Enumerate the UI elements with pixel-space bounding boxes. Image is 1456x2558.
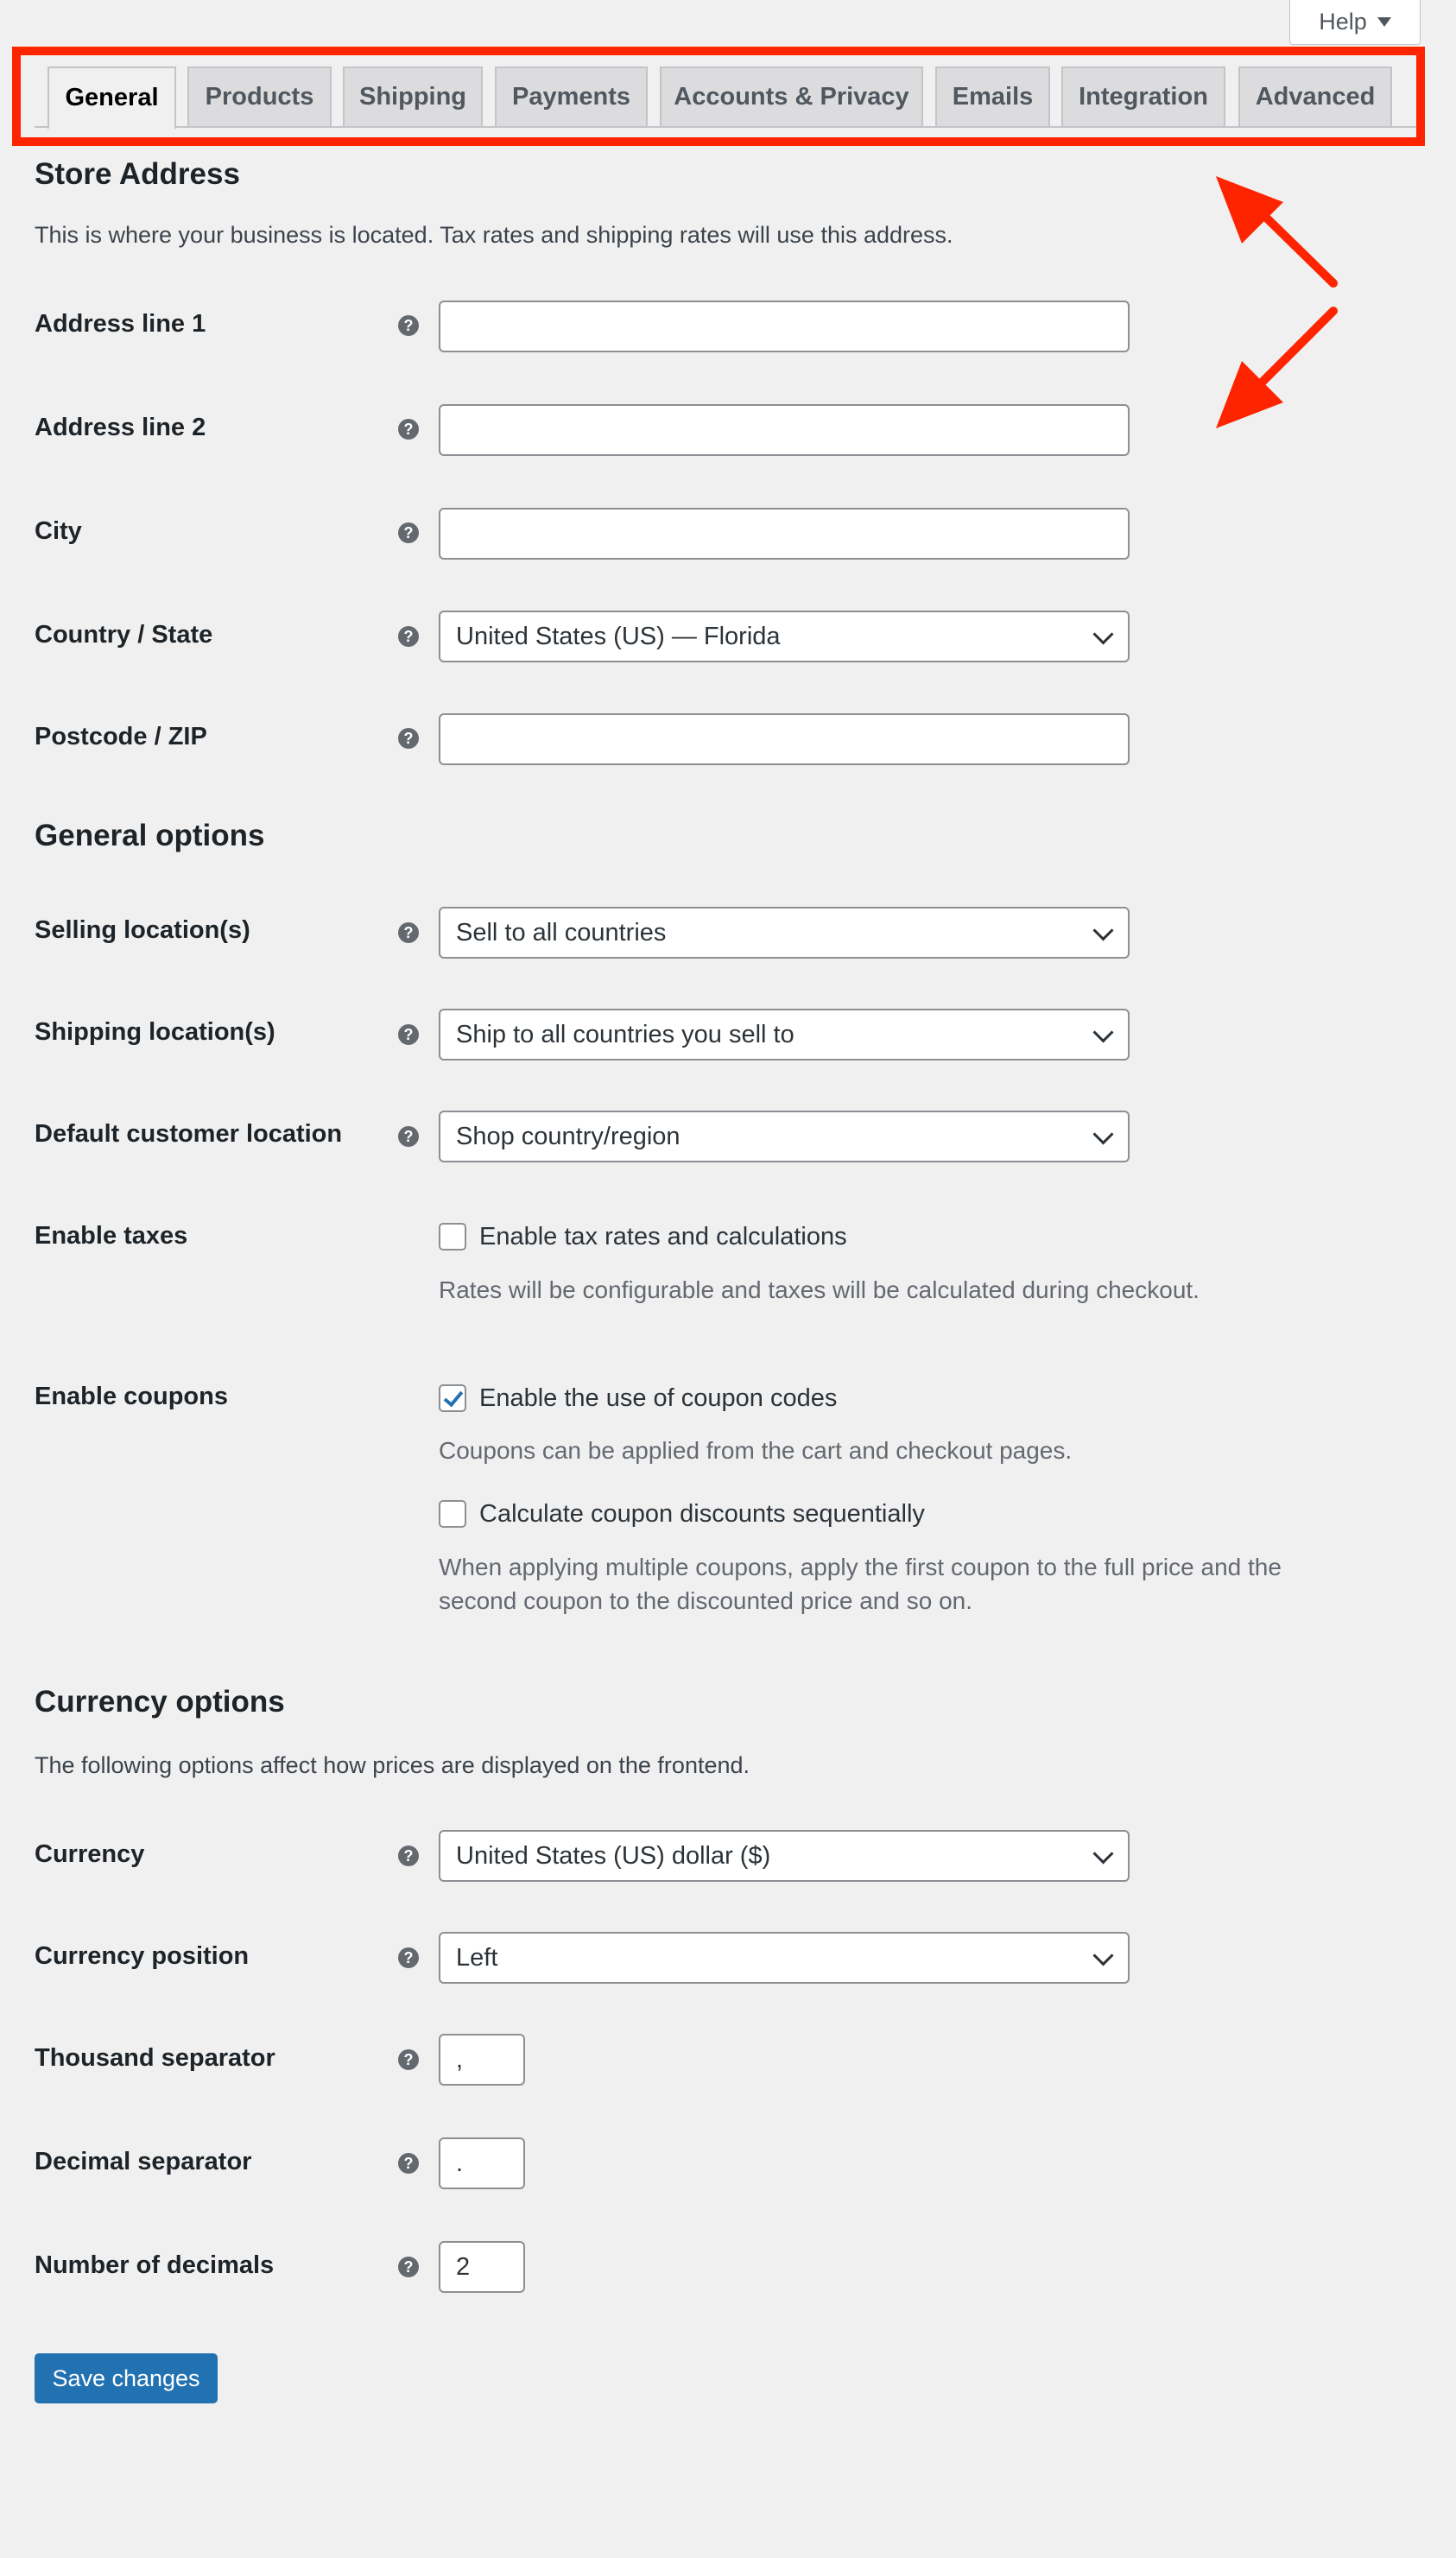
postcode-label: Postcode / ZIP bbox=[35, 723, 207, 750]
tab-advanced[interactable]: Advanced bbox=[1238, 66, 1392, 128]
help-tooltip-icon[interactable]: ? bbox=[398, 419, 419, 440]
sequential-coupons-checkbox[interactable] bbox=[439, 1500, 466, 1528]
decimal-separator-label: Decimal separator bbox=[35, 2148, 252, 2175]
selling-locations-value: Sell to all countries bbox=[456, 918, 667, 947]
help-tooltip-icon[interactable]: ? bbox=[398, 922, 419, 943]
currency-value: United States (US) dollar ($) bbox=[456, 1841, 771, 1870]
enable-taxes-note: Rates will be configurable and taxes will be calculated during checkout. bbox=[439, 1276, 1200, 1303]
help-tooltip-icon[interactable]: ? bbox=[398, 626, 419, 647]
enable-taxes-checkbox-label[interactable]: Enable tax rates and calculations bbox=[479, 1223, 847, 1251]
help-tooltip-icon[interactable]: ? bbox=[398, 1846, 419, 1866]
selling-locations-label: Selling location(s) bbox=[35, 916, 250, 944]
section-title-general-options: General options bbox=[35, 819, 265, 852]
country-state-select[interactable] bbox=[439, 611, 1130, 662]
sequential-coupons-note-line-2: second coupon to the discounted price and so on. bbox=[439, 1587, 972, 1614]
tab-integration[interactable]: Integration bbox=[1061, 66, 1225, 128]
sequential-coupons-checkbox-label[interactable]: Calculate coupon discounts sequentially bbox=[479, 1500, 925, 1528]
help-tooltip-icon[interactable]: ? bbox=[398, 2049, 419, 2070]
tab-emails[interactable]: Emails bbox=[935, 66, 1050, 128]
arrow-up-left-icon bbox=[1216, 176, 1283, 244]
enable-taxes-checkbox[interactable] bbox=[439, 1223, 466, 1251]
help-tooltip-icon[interactable]: ? bbox=[398, 2153, 419, 2174]
chevron-down-icon bbox=[1092, 1843, 1113, 1864]
postcode-input[interactable] bbox=[439, 713, 1130, 765]
help-tab-label: Help bbox=[1319, 9, 1367, 35]
currency-options-description: The following options affect how prices are displayed on the frontend. bbox=[35, 1752, 750, 1778]
section-title-store-address: Store Address bbox=[35, 157, 240, 191]
help-tooltip-icon[interactable]: ? bbox=[398, 2257, 419, 2277]
help-tooltip-icon[interactable]: ? bbox=[398, 522, 419, 543]
tab-shipping[interactable]: Shipping bbox=[343, 66, 483, 128]
chevron-down-icon bbox=[1092, 624, 1113, 644]
enable-coupons-label: Enable coupons bbox=[35, 1383, 228, 1410]
help-tooltip-icon[interactable]: ? bbox=[398, 315, 419, 336]
currency-position-value: Left bbox=[456, 1943, 498, 1972]
enable-coupons-checkbox-label[interactable]: Enable the use of coupon codes bbox=[479, 1384, 838, 1412]
address-line-1-input[interactable] bbox=[439, 301, 1130, 352]
help-tooltip-icon[interactable]: ? bbox=[398, 1024, 419, 1045]
decimal-separator-input[interactable]: . bbox=[439, 2137, 525, 2189]
thousand-separator-label: Thousand separator bbox=[35, 2044, 275, 2072]
currency-position-label: Currency position bbox=[35, 1942, 250, 1970]
number-of-decimals-label: Number of decimals bbox=[35, 2251, 275, 2279]
chevron-down-icon bbox=[1092, 1124, 1113, 1144]
chevron-down-icon bbox=[1092, 920, 1113, 940]
city-label: City bbox=[35, 517, 82, 545]
default-customer-location-value: Shop country/region bbox=[456, 1122, 681, 1150]
selling-locations-select[interactable] bbox=[439, 907, 1130, 959]
help-tooltip-icon[interactable]: ? bbox=[398, 1126, 419, 1147]
currency-position-select[interactable] bbox=[439, 1932, 1130, 1984]
help-tab[interactable] bbox=[1289, 0, 1421, 45]
thousand-separator-input[interactable]: , bbox=[439, 2034, 525, 2086]
enable-coupons-note: Coupons can be applied from the cart and checkout pages. bbox=[439, 1437, 1073, 1464]
shipping-locations-select[interactable] bbox=[439, 1009, 1130, 1061]
currency-select[interactable] bbox=[439, 1830, 1130, 1882]
caret-down-icon bbox=[1377, 17, 1391, 27]
section-title-currency-options: Currency options bbox=[35, 1685, 285, 1719]
default-customer-location-select[interactable] bbox=[439, 1111, 1130, 1162]
country-state-value: United States (US) — Florida bbox=[456, 622, 781, 650]
address-line-2-input[interactable] bbox=[439, 404, 1130, 456]
help-tooltip-icon[interactable]: ? bbox=[398, 728, 419, 749]
shipping-locations-label: Shipping location(s) bbox=[35, 1018, 275, 1046]
number-of-decimals-input[interactable]: 2 bbox=[439, 2241, 525, 2293]
shipping-locations-value: Ship to all countries you sell to bbox=[456, 1020, 794, 1048]
help-tooltip-icon[interactable]: ? bbox=[398, 1947, 419, 1968]
tab-payments[interactable]: Payments bbox=[495, 66, 648, 128]
enable-taxes-label: Enable taxes bbox=[35, 1222, 188, 1250]
store-address-description: This is where your business is located. Tax rates and shipping rates will use this address. bbox=[35, 222, 953, 248]
chevron-down-icon bbox=[1092, 1022, 1113, 1042]
tab-products[interactable]: Products bbox=[187, 66, 332, 128]
tab-general[interactable]: General bbox=[47, 66, 176, 130]
annotation-arrows bbox=[1200, 164, 1356, 440]
default-customer-location-label: Default customer location bbox=[35, 1120, 343, 1148]
enable-coupons-checkbox[interactable] bbox=[439, 1384, 466, 1412]
address-line-2-label: Address line 2 bbox=[35, 414, 206, 441]
currency-label: Currency bbox=[35, 1840, 145, 1868]
tab-accounts-privacy[interactable]: Accounts & Privacy bbox=[660, 66, 923, 128]
country-state-label: Country / State bbox=[35, 621, 213, 649]
address-line-1-label: Address line 1 bbox=[35, 310, 206, 338]
sequential-coupons-note-line-1: When applying multiple coupons, apply the first coupon to the full price and the bbox=[439, 1554, 1282, 1580]
save-changes-button[interactable]: Save changes bbox=[35, 2353, 218, 2403]
chevron-down-icon bbox=[1092, 1945, 1113, 1966]
city-input[interactable] bbox=[439, 508, 1130, 560]
